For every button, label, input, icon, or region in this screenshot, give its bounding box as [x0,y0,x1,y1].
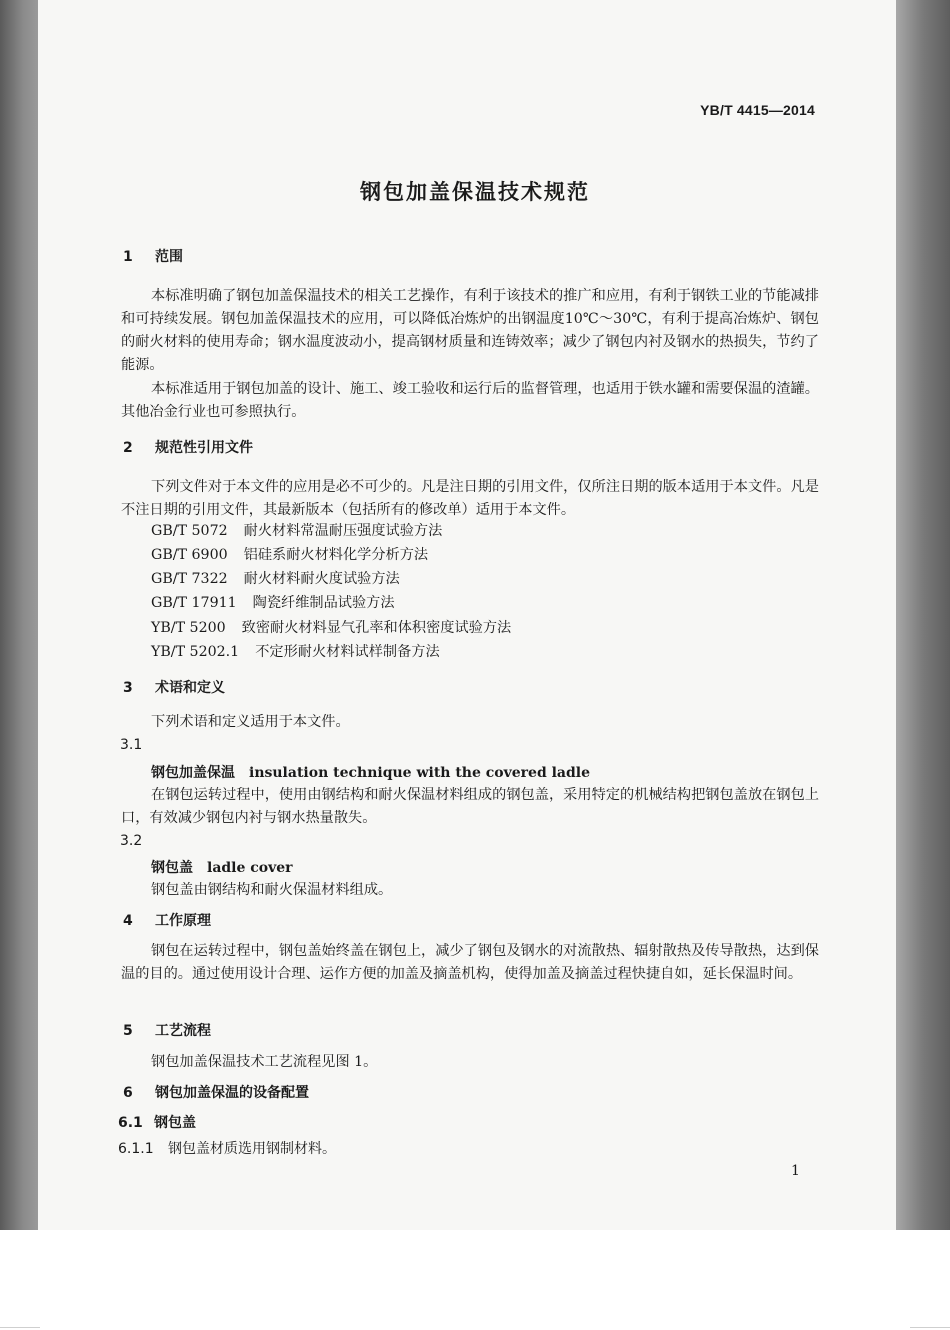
reference-code: YB/T 5202.1 [151,644,240,660]
section-3-heading [123,677,225,697]
standard-code: YB/T 4415—2014 [700,102,815,118]
reference-title: 陶瓷纤维制品试验方法 [252,595,395,611]
section-6-heading [123,1082,309,1102]
reference-item [151,544,428,564]
reference-title: 铝硅系耐火材料化学分析方法 [243,547,429,563]
section-5-heading [123,1020,211,1040]
section-title: 工艺流程 [155,1023,211,1039]
term-english: insulation technique with the covered ladle [249,765,591,781]
section-title: 钢包盖 [154,1115,196,1131]
section-title: 规范性引用文件 [155,440,253,456]
section-1-paragraph-2: 本标准适用于钢包加盖的设计、施工、竣工验收和运行后的监督管理，也适用于铁水罐和需要保温的渣罐。其他冶金行业也可参照执行。 [121,381,819,420]
term-english: ladle cover [207,860,293,876]
page-number: 1 [791,1163,800,1179]
clause-text: 钢包盖材质选用钢制材料。 [168,1141,336,1157]
reference-item [151,592,395,612]
section-number: 6 [123,1085,133,1101]
term-entry [151,762,590,782]
section-number: 1 [123,249,133,265]
section-number: 3 [123,680,133,696]
section-3-intro: 下列术语和定义适用于本文件。 [151,714,350,730]
section-number: 4 [123,913,133,929]
term-chinese: 钢包加盖保温 [151,765,235,781]
section-title: 钢包加盖保温的设备配置 [155,1085,309,1101]
section-number: 5 [123,1023,133,1039]
clause-number-3-1: 3.1 [120,737,143,753]
section-2-intro: 下列文件对于本文件的应用是必不可少的。凡是注日期的引用文件，仅所注日期的版本适用于本文件。凡是不注日期的引用文件，其最新版本（包括所有的修改单）适用于本文件。 [121,479,819,518]
divider-right [910,1327,950,1328]
reference-code: YB/T 5200 [151,620,226,636]
section-number: 2 [123,440,133,456]
reference-code: GB/T 7322 [151,571,228,587]
page-bottom-margin [0,1230,950,1330]
section-4-heading [123,910,211,930]
section-1-heading [123,246,183,266]
reference-code: GB/T 5072 [151,523,228,539]
document-title: 钢包加盖保温技术规范 [360,180,590,204]
reference-code: GB/T 6900 [151,547,228,563]
reference-title: 耐火材料耐火度试验方法 [243,571,400,587]
section-title: 工作原理 [155,913,211,929]
reference-item [151,520,442,540]
reference-item [151,641,440,661]
reference-item [151,617,511,637]
section-title: 范围 [155,249,183,265]
section-2-heading [123,437,253,457]
section-4-paragraph: 钢包在运转过程中，钢包盖始终盖在钢包上，减少了钢包及钢水的对流散热、辐射散热及传导散热，达到保温的目的。通过使用设计合理、运作方便的加盖及摘盖机构，使得加盖及摘盖过程快捷自如，延长保温时间。 [121,943,819,982]
term-definition: 在钢包运转过程中，使用由钢结构和耐火保温材料组成的钢包盖，采用特定的机械结构把钢包盖放在钢包上口，有效减少钢包内衬与钢水热量散失。 [121,787,819,826]
section-6-1-1-clause [118,1138,336,1158]
term-entry [151,857,293,877]
divider-left [0,1327,40,1328]
section-number: 6.1 [118,1115,143,1131]
term-chinese: 钢包盖 [151,860,193,876]
reference-title: 耐火材料常温耐压强度试验方法 [243,523,443,539]
term-definition: 钢包盖由钢结构和耐火保温材料组成。 [151,882,393,898]
section-title: 术语和定义 [155,680,225,696]
section-number: 6.1.1 [118,1141,154,1157]
reference-code: GB/T 17911 [151,595,237,611]
section-6-1-heading [118,1112,196,1132]
clause-number-3-2: 3.2 [120,833,143,849]
section-5-paragraph: 钢包加盖保温技术工艺流程见图 1。 [151,1054,378,1070]
reference-item [151,568,400,588]
reference-title: 致密耐火材料显气孔率和体积密度试验方法 [241,620,512,636]
reference-title: 不定形耐火材料试样制备方法 [255,644,440,660]
section-1-paragraph-1: 本标准明确了钢包加盖保温技术的相关工艺操作，有利于该技术的推广和应用，有利于钢铁工业的节能减排和可持续发展。钢包加盖保温技术的应用，可以降低冶炼炉的出钢温度10℃～30℃，有利于提高冶炼炉、钢包的耐火材料的使用寿命；钢水温度波动小，提高钢材质量和连铸效率；减少了钢包内衬及钢水的热损失，节约了能源。 [121,288,819,373]
